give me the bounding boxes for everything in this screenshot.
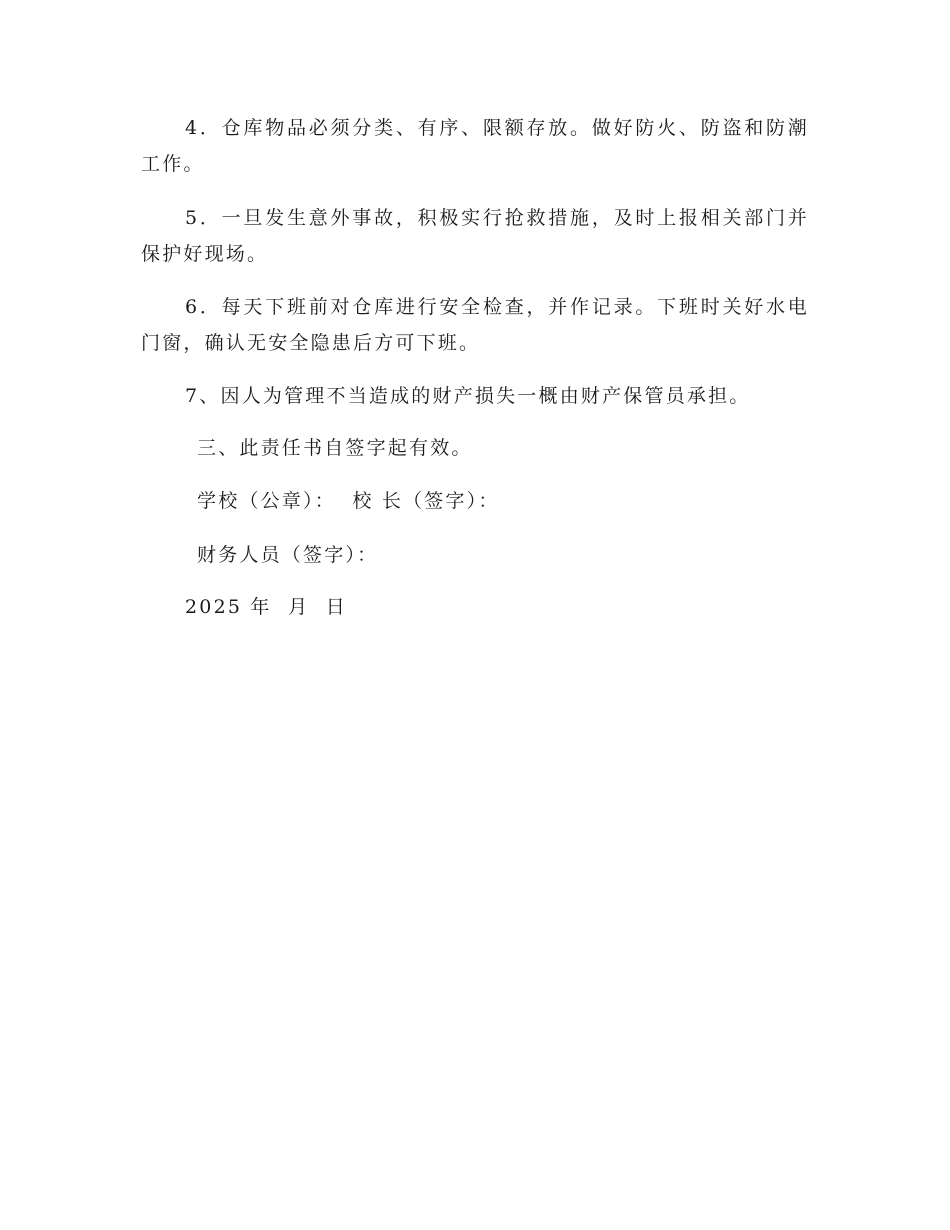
clause-item-7: 7、因人为管理不当造成的财产损失一概由财产保管员承担。 <box>185 385 751 407</box>
clause-item-6: 6．每天下班前对仓库进行安全检查，并作记录。下班时关好水电门窗，确认无安全隐患后方可下班。 <box>141 296 809 354</box>
date-line: 2025 年 月 日 <box>185 596 347 618</box>
clause-3-effective: 三、此责任书自签字起有效。 <box>197 437 473 459</box>
clause-item-4: 4．仓库物品必须分类、有序、限额存放。做好防火、防盗和防潮工作。 <box>141 117 809 175</box>
signature-finance-staff: 财务人员（签字）： <box>197 544 379 566</box>
signature-school-principal: 学校（公章）： 校 长（签字）： <box>197 490 500 512</box>
clause-item-5: 5．一旦发生意外事故，积极实行抢救措施，及时上报相关部门并保护好现场。 <box>141 207 809 265</box>
